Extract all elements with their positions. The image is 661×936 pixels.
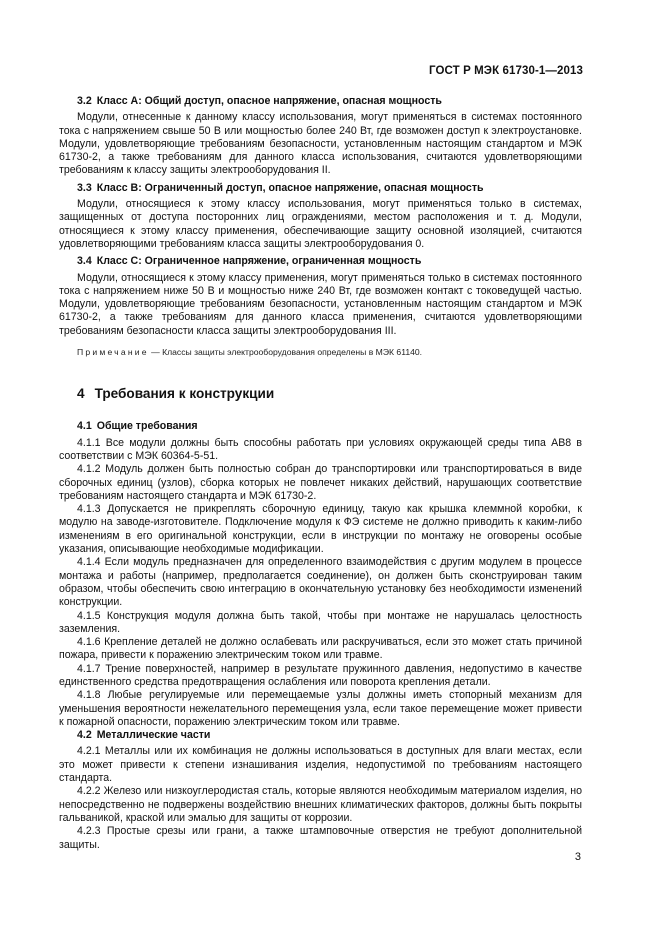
item-number: 4.2.3: [77, 825, 101, 838]
clause-number: 4.2: [77, 729, 92, 742]
list-item: [59, 663, 582, 690]
list-item: [59, 745, 582, 785]
clause-heading: [59, 420, 582, 433]
clause-heading: [59, 729, 582, 742]
clause-3-3: [59, 182, 582, 251]
item-number: 4.2.1: [77, 745, 101, 758]
list-item: [59, 825, 582, 852]
item-text: Если модуль предназначен для определенного взаимодействия с другим модулем в процессе монтажа и работы (например, предполагается соединение), он должен быть сконструирован таким образом, чтобы обеспечить свою интеграцию в окончательную установку без необходимости изменений конструкции.: [59, 556, 582, 609]
item-number: 4.2.2: [77, 785, 101, 798]
item-text: Металлы или их комбинация не должны использоваться в доступных для влаги местах, если это может привести к степени изнашивания изделия, недопустимой по требованиям настоящего стандарта.: [59, 745, 583, 785]
item-number: 4.1.8: [77, 689, 101, 702]
list-item: [59, 636, 582, 663]
clause-3-4: [59, 255, 582, 338]
item-text: Конструкция модуля должна быть такой, чтобы при монтаже не нарушалась целостность заземления.: [59, 609, 582, 635]
clause-heading: [59, 95, 582, 108]
list-item: [59, 463, 582, 503]
item-text: Модуль должен быть полностью собран до транспортировки или транспортироваться в виде сборочных единиц (узлов), сборка которых не повлечет никаких действий, нарушающих соответствие требованиям настоящего стандарта и МЭК 61730-2.: [59, 463, 582, 502]
clause-4-2: [59, 729, 582, 852]
item-number: 4.1.4: [77, 556, 101, 569]
clause-title: Класс В: Ограниченный доступ, опасное напряжение, опасная мощность: [96, 181, 484, 194]
item-text: Простые срезы или грани, а также штамповочные отверстия не требуют дополнительной защиты.: [59, 825, 582, 851]
clause-text: Модули, отнесенные к данному классу использования, могут применяться в системах постоянного тока с напряжением свыше 50 В или мощностью более 240 Вт, где возможен доступ к электроустановке. Модули, удовлетворяющие требованиям безопасности, установленным настоящим стандартом и МЭК 61730-2, а также требованиям для данного класса использования, считаются удовлетворяющими требованиям к классу защиты электрооборудования II.: [59, 111, 582, 177]
list-item: [59, 437, 582, 464]
note: [59, 347, 582, 358]
item-number: 4.1.1: [77, 436, 101, 449]
document-code-header: ГОСТ Р МЭК 61730-1—2013: [429, 65, 583, 77]
section-3-continuation: [59, 95, 582, 358]
item-text: Все модули должны быть способны работать при условиях окружающей среды типа АВ8 в соответствии с МЭК 60364-5-51.: [59, 436, 582, 462]
list-item: [59, 503, 582, 556]
clause-heading: [59, 255, 582, 268]
item-text: Допускается не прикреплять сборочную единицу, такую как крышка клеммной коробки, к модулю на заводе-изготовителе. Подключение модуля к ФЭ системе не должно приводить к каким-либо изменениям в его оригинальной конструкции, если в инструкции по монтажу не оговорены особые указания, описывающие необходимые модификации.: [59, 503, 582, 556]
clause-title: Металлические части: [96, 729, 211, 742]
section-title: Требования к конструкции: [94, 386, 275, 402]
clause-number: 3.3: [77, 181, 92, 194]
clause-number: 3.2: [77, 95, 92, 107]
item-text: Любые регулируемые или перемещаемые узлы должны иметь стопорный механизм для уменьшения вероятности нежелательного перемещения узла, если такое перемещение может привести к пожарной опасности, поражению электрическим током или травме.: [59, 689, 582, 728]
clause-3-2: [59, 95, 582, 178]
section-number: 4: [77, 386, 85, 402]
page-number: 3: [574, 851, 581, 863]
clause-title: Класс А: Общий доступ, опасное напряжение, опасная мощность: [96, 95, 442, 107]
list-item: [59, 785, 582, 825]
item-number: 4.1.6: [77, 636, 101, 649]
item-text: Крепление деталей не должно ослабевать или раскручиваться, если это может стать причиной пожара, привести к поражению электрическим током или травме.: [59, 636, 582, 662]
section-4-heading: [59, 387, 582, 400]
list-item: [59, 689, 582, 729]
list-item: [59, 610, 582, 637]
item-text: Трение поверхностей, например в результате пружинного давления, недопустимо в качестве единственного средства предотвращения ослабления или поворота крепления детали.: [59, 662, 582, 688]
clause-heading: [59, 182, 582, 195]
note-label: Примечание: [77, 347, 149, 358]
item-number: 4.1.3: [77, 503, 101, 516]
clause-4-1: [59, 420, 582, 729]
page-content: [59, 95, 582, 852]
clause-number: 3.4: [77, 255, 92, 268]
list-item: [59, 556, 582, 609]
clause-number: 4.1: [77, 420, 92, 433]
item-number: 4.1.7: [77, 662, 101, 675]
item-number: 4.1.2: [77, 463, 101, 476]
clause-text: Модули, относящиеся к этому классу использования, могут применяться только в системах, защищенных от доступа посторонних лиц ограждениями, местом расположения и т. д. Модули, относящиеся к этому классу применения, обеспечивающие защиту основной изоляцией, считаются удовлетворяющими требованиям класса защиты электрооборудования 0.: [59, 198, 582, 250]
item-text: Железо или низкоуглеродистая сталь, которые являются необходимым материалом изделия, но непосредственно не подвержены воздействию внешних климатических факторов, должны быть покрыты гальваникой, краской или эмалью для защиты от коррозии.: [59, 785, 582, 824]
note-text: — Классы защиты электрооборудования определены в МЭК 61140.: [151, 347, 423, 358]
item-number: 4.1.5: [77, 609, 101, 622]
clause-title: Класс С: Ограниченное напряжение, ограниченная мощность: [96, 255, 422, 268]
clause-text: Модули, относящиеся к этому классу применения, могут применяться только в системах постоянного тока с напряжением ниже 50 В и мощностью ниже 240 Вт, где возможен контакт с токоведущей частью. Модули, удовлетворяющие требованиям безопасности, установленным настоящим стандартом и МЭК 61730-2, а также требованиям для данного класса применения, считаются удовлетворяющими требованиям безопасности класса защиты электрооборудования III.: [59, 271, 582, 337]
clause-title: Общие требования: [96, 420, 198, 433]
